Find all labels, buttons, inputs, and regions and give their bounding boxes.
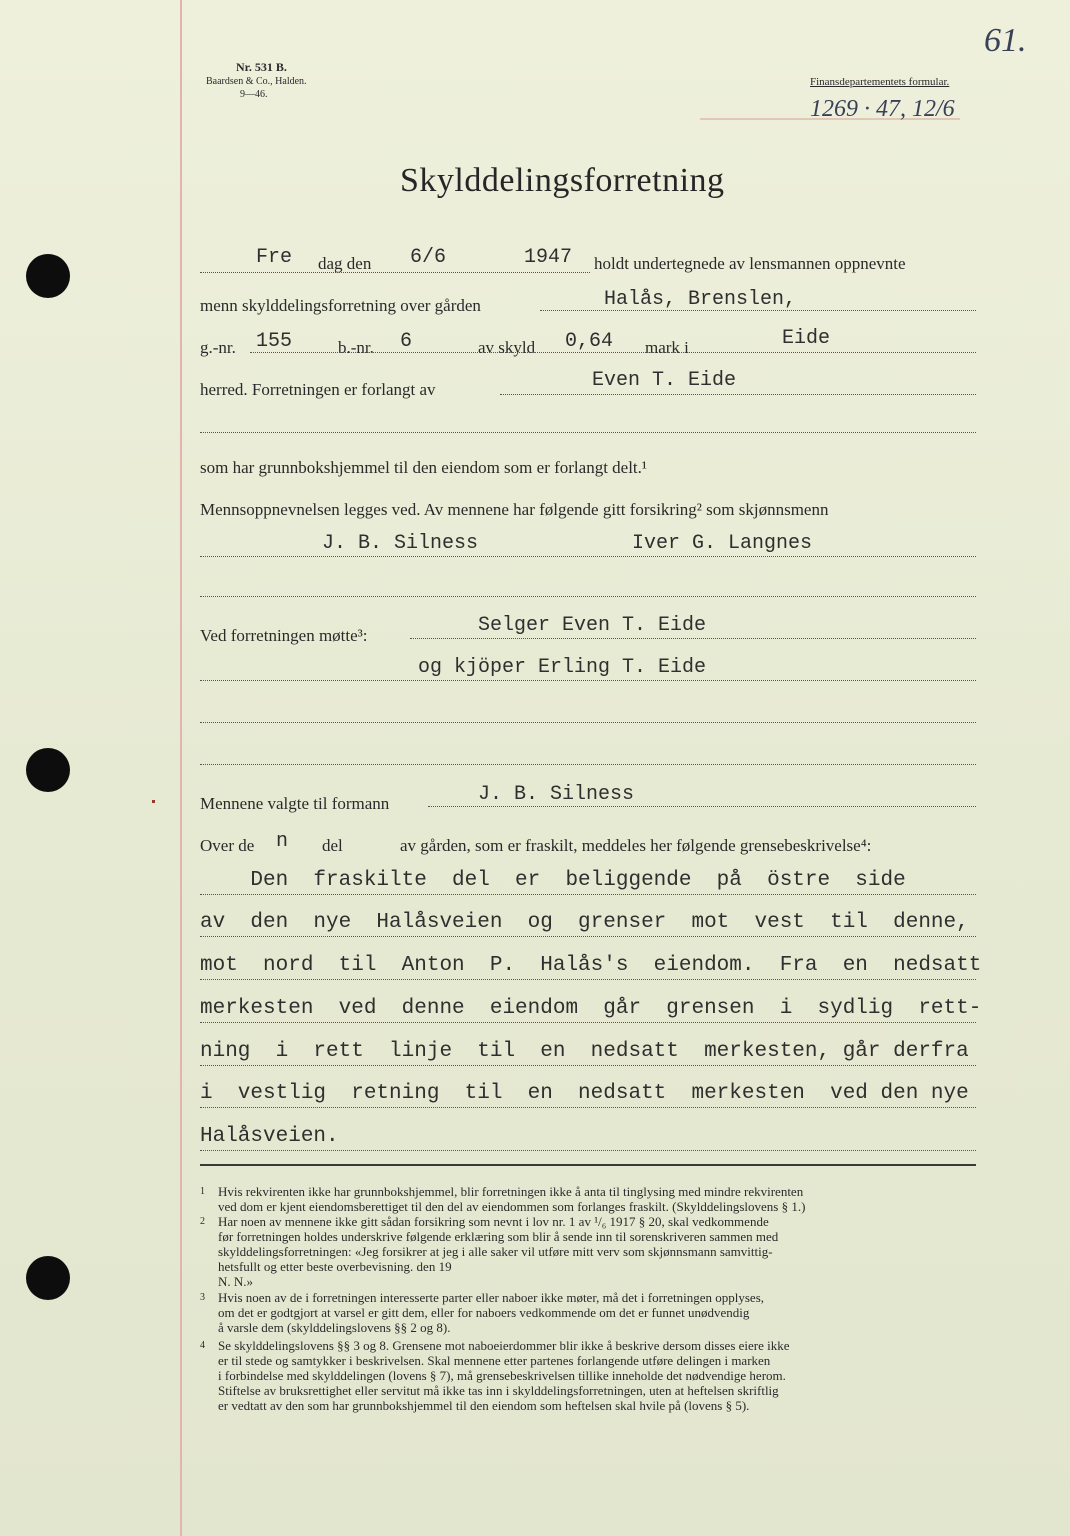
farm-value: Halås, Brenslen,: [604, 288, 797, 311]
fill-line: [200, 979, 976, 980]
label-bnr: b.-nr.: [338, 338, 374, 357]
description-line: merkesten ved denne eiendom går grensen i sydlig rett-: [200, 997, 982, 1020]
label-hjemmel: som har grunnbokshjemmel til den eiendom som er forlangt delt.¹: [200, 458, 648, 477]
label-motte: Ved forretningen møtte³:: [200, 626, 368, 645]
fill-line: [200, 764, 976, 765]
footnote-divider: [200, 1164, 976, 1166]
margin-mark: [152, 800, 155, 803]
chairman-value: J. B. Silness: [478, 783, 635, 806]
footnote-number: 4: [200, 1340, 205, 1351]
label-formann: Mennene valgte til formann: [200, 794, 390, 813]
municipality-value: Eide: [782, 327, 831, 350]
appraiser-2: Iver G. Langnes: [632, 532, 813, 555]
punch-hole: [26, 254, 70, 298]
label-skyld: av skyld: [478, 338, 536, 357]
footnote-number: 1: [200, 1186, 205, 1197]
label-menn: menn skylddelingsforretning over gården: [200, 296, 481, 315]
description-line: mot nord til Anton P. Halås's eiendom. Fra en nedsatt: [200, 954, 982, 977]
footnote-text: Se skylddelingslovens §§ 3 og 8. Grensene mot naboeierdommer blir ikke å beskrive dersom disses eiere ikke er til stede og samtykker i beskrivelsen. Skal mennene etter partenes forlangende utføre delingen i marken i forbindelse med skylddelingen (lovens § 7), må grensebeskrivelsen tillike inneholde det nødvendige herom. Stiftelse av bruksrettighet eller servitut må ikke tas inn i skylddelingsforretningen, uten at heftelsen skriftlig er vedtatt av den som har grunnbokshjemmel til den eiendom som heftelsen skal hvile på (lovens § 5).: [218, 1338, 790, 1413]
fill-line: [200, 894, 976, 895]
stamp-reference: 1269 · 47, 12/6: [810, 96, 955, 122]
fill-line: [200, 1150, 976, 1151]
footnote-text: Hvis rekvirenten ikke har grunnbokshjemmel, blir forretningen ikke å anta til tinglysing med mindre rekvirenten ved dom er kjent eiendomsberettiget til den del av eiendommen som forlanges fraskilt. (Skylddelingslovens § 1.): [218, 1184, 806, 1214]
footnote-number: 2: [200, 1216, 205, 1227]
margin-rule: [180, 0, 182, 1536]
printer-name: Baardsen & Co., Halden.: [206, 76, 307, 87]
fill-line: [428, 806, 976, 807]
print-date: 9—46.: [240, 89, 268, 100]
label-gnr: g.-nr.: [200, 338, 236, 357]
fill-line: [200, 1022, 976, 1023]
fill-line: [200, 1065, 976, 1066]
document-title: Skylddelingsforretning: [400, 162, 725, 199]
description-line: Halåsveien.: [200, 1125, 339, 1148]
label-menns: Mennsoppnevnelsen legges ved. Av mennene har følgende gitt forsikring² som skjønnsmenn: [200, 500, 829, 519]
description-line: i vestlig retning til en nedsatt merkesten ved den nye: [200, 1082, 969, 1105]
year-value: 1947: [524, 246, 573, 269]
attendee-1: Selger Even T. Eide: [478, 614, 707, 637]
description-line: Den fraskilte del er beliggende på östre side: [200, 869, 906, 892]
label-herred: herred. Forretningen er forlangt av: [200, 380, 436, 399]
fill-line: [540, 310, 976, 311]
fill-line: [200, 722, 976, 723]
page-number: 61.: [984, 22, 1027, 59]
label-av-garden: av gården, som er fraskilt, meddeles her følgende grensebeskrivelse⁴:: [400, 836, 872, 855]
footnote-3: [200, 1290, 980, 1335]
over-de-value: n: [276, 830, 289, 853]
label-del: del: [322, 836, 343, 855]
label-mark: mark i: [645, 338, 689, 357]
fill-line: [410, 638, 976, 639]
weekday-value: Fre: [256, 246, 293, 269]
requested-by-value: Even T. Eide: [592, 369, 737, 392]
footnote-1: [200, 1184, 980, 1214]
description-line: av den nye Halåsveien og grenser mot vest til denne,: [200, 911, 969, 934]
gnr-value: 155: [256, 330, 293, 353]
fill-line: [200, 556, 976, 557]
fill-line: [200, 432, 976, 433]
label-dag-den: dag den: [318, 254, 372, 273]
skyld-value: 0,64: [565, 330, 614, 353]
label-over-de: Over de: [200, 836, 255, 855]
date-value: 6/6: [410, 246, 447, 269]
attendee-2: og kjöper Erling T. Eide: [418, 656, 707, 679]
punch-hole: [26, 1256, 70, 1300]
appraiser-1: J. B. Silness: [322, 532, 479, 555]
footnote-text: Har noen av mennene ikke gitt sådan forsikring som nevnt i lov nr. 1 av ¹/₆ 1917 § 20, skal vedkommende før forretningen holdes underskrive følgende erklæring som blir å sende inn til sorenskriveren sammen med skylddelingsforretningen: «Jeg forsikrer at jeg i alle saker vil utføre mitt verv som skjønnsmann samvittig- hetsfullt og etter beste overbevisning. den 19 N. N.»: [218, 1214, 779, 1289]
form-number: Nr. 531 B.: [236, 60, 287, 74]
punch-hole: [26, 748, 70, 792]
label-held: holdt undertegnede av lensmannen oppnevnte: [594, 254, 906, 273]
bnr-value: 6: [400, 330, 413, 353]
footnote-2: [200, 1214, 980, 1289]
fill-line: [250, 352, 976, 353]
fill-line: [200, 936, 976, 937]
footnote-4: [200, 1338, 980, 1413]
fill-line: [500, 394, 976, 395]
description-line: ning i rett linje til en nedsatt merkesten, går derfra: [200, 1040, 969, 1063]
ministry-form-label: Finansdepartementets formular.: [810, 76, 950, 88]
footnote-number: 3: [200, 1292, 205, 1303]
footnote-text: Hvis noen av de i forretningen interesserte parter eller naboer ikke møter, må det i forretningen opplyses, om det er godtgjort at varsel er gitt dem, eller for naboers vedkommende om det er funnet unødvendig å varsle dem (skylddelingslovens §§ 2 og 8).: [218, 1290, 765, 1335]
fill-line: [200, 680, 976, 681]
fill-line: [200, 1107, 976, 1108]
fill-line: [200, 596, 976, 597]
fill-line: [200, 272, 590, 273]
